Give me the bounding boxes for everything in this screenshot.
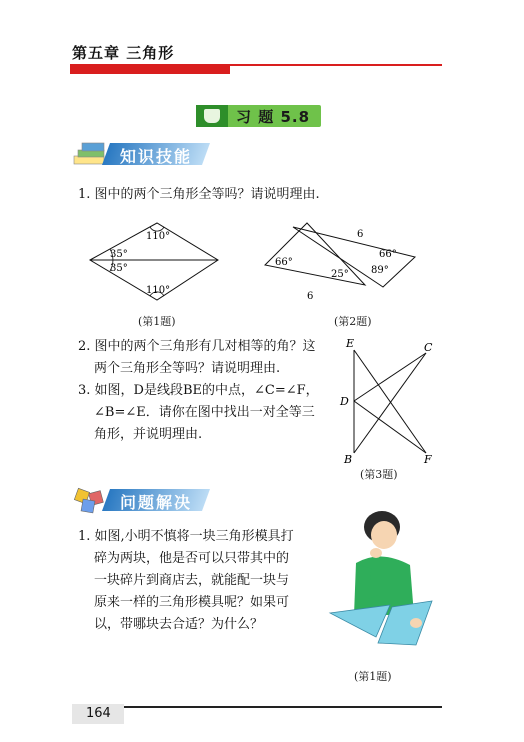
fig1-angle-top: 110°	[146, 231, 171, 242]
figure-1	[80, 215, 230, 310]
section-knowledge-title: 知识技能	[120, 147, 193, 166]
book-icon	[204, 109, 220, 123]
section-problem-tag	[70, 486, 220, 512]
fig2-angle-66-right: 66°	[379, 249, 397, 260]
question-2-line-2: 两个三角形全等吗？请说明理由.	[94, 361, 281, 376]
section-problem-title: 问题解决	[120, 493, 193, 512]
problem-1-line-4: 原来一样的三角形模具呢？如果可	[94, 595, 290, 610]
figure-1-caption: (第1题)	[138, 315, 176, 328]
fig3-label-D: D	[340, 395, 349, 408]
fig2-angle-66-left: 66°	[275, 257, 293, 268]
chapter-title: 第五章 三角形	[72, 44, 175, 62]
problem-1-line-1: 1. 如图,小明不慎将一块三角形模具打	[78, 529, 294, 544]
exercise-title: 习 题 5.8	[236, 108, 311, 126]
fig1-angle-left-upper: 35°	[110, 249, 128, 260]
problem-1-line-2: 碎为两块，他是否可以只带其中的	[94, 551, 290, 566]
footer-rule	[124, 706, 442, 708]
header-accent-bar	[70, 64, 230, 74]
fig1-angle-left-lower: 35°	[110, 263, 128, 274]
fig3-label-C: C	[424, 341, 433, 354]
fig2-side-bottom: 6	[307, 291, 314, 302]
fig3-label-E: E	[346, 337, 355, 350]
page-number: 164	[86, 706, 111, 721]
figure-2	[255, 215, 425, 310]
fig1-angle-bottom: 110°	[146, 285, 171, 296]
banner-tab	[196, 105, 228, 127]
problem-1-line-3: 一块碎片到商店去，就能配一块与	[94, 573, 290, 588]
figure-2-caption: (第2题)	[334, 315, 372, 328]
figure-3	[338, 335, 438, 465]
problem-1-line-5: 以，带哪块去合适？为什么？	[94, 617, 264, 632]
question-3-line-2: ∠B=∠E．请你在图中找出一对全等三	[94, 405, 315, 420]
question-1: 1. 图中的两个三角形全等吗？请说明理由.	[78, 187, 320, 202]
section-knowledge-tag	[70, 140, 220, 166]
question-2-line-1: 2. 图中的两个三角形有几对相等的角？这	[78, 339, 316, 354]
fig3-label-F: F	[424, 453, 432, 465]
question-3-line-3: 角形，并说明理由.	[94, 427, 203, 442]
problem-figure-caption: (第1题)	[354, 670, 392, 683]
fig2-side-top: 6	[357, 229, 364, 240]
fig3-label-B: B	[344, 453, 353, 465]
exercise-banner	[196, 105, 321, 127]
question-3-line-1: 3. 如图，D是线段BE的中点，∠C=∠F，	[78, 383, 319, 398]
boy-broken-mold-illustration	[320, 505, 440, 665]
fig2-angle-89: 89°	[371, 265, 389, 276]
fig2-angle-25: 25°	[331, 269, 349, 280]
figure-3-caption: (第3题)	[360, 468, 398, 481]
